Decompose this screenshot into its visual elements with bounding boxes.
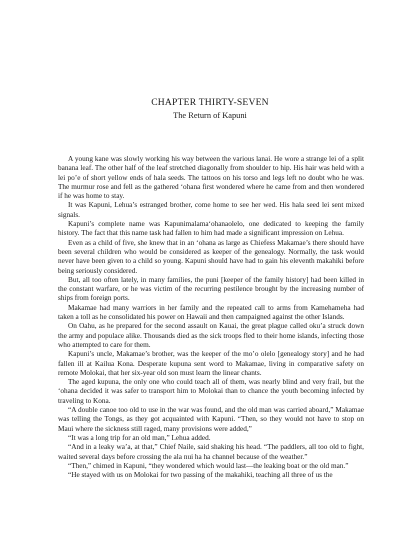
paragraph: Kapuni’s complete name was Kapunimalama‘ohanaolelo, one dedicated to keeping the family history. The fact that this name task had fallen to him had made a significant impression on Lehua. — [58, 220, 364, 238]
paragraph: “And in a leaky wa’a, at that,” Chief Naile, said shaking his head. “The paddlers, all too old to fight, waited several days before crossing the ala nui ha ha channel because of the weather.” — [58, 443, 364, 461]
chapter-title: CHAPTER THIRTY-SEVEN — [151, 97, 269, 108]
paragraph: It was Kapuni, Lehua’s estranged brother, come home to see her wed. His hala seed lei sent mixed signals. — [58, 201, 364, 219]
paragraph: On Oahu, as he prepared for the second assault on Kauai, the great plague called oku’a struck down the army and populace alike. Thousands died as the sick troops fled to their home islands, infecting those who attempted to care for them. — [58, 322, 364, 349]
chapter-subtitle: The Return of Kapuni — [173, 111, 247, 120]
paragraph: “He stayed with us on Molokai for two passing of the makahiki, teaching all three of us the — [68, 471, 333, 480]
paragraph: Even as a child of five, she knew that in an ‘ohana as large as Chiefess Makamae’s there should have been several children who would be considered as keeper of the genealogy. Normally, the task would never have been given to a child so young. Kapuni should have had to gain his eleventh makahiki before being seriously considered. — [58, 238, 364, 275]
paragraph: “It was a long trip for an old man,” Lehua added. — [68, 433, 211, 442]
paragraph: The aged kupuna, the only one who could teach all of them, was nearly blind and very frail, but the ‘ohana decided it was safer to transport him to Molokai than to chance the youth becoming infected by traveling to Kona. — [58, 378, 364, 405]
paragraph: But, all too often lately, in many families, the puni [keeper of the family history] had been killed in the constant warfare, or he was victim of the recurring pestilence brought by the increasing number of ships from foreign ports. — [58, 275, 364, 303]
chapter-body — [58, 155, 364, 480]
paragraph: “Then,” chimed in Kapuni, “they wondered which would last—the leaking boat or the old man.” — [68, 461, 349, 470]
chapter-heading — [0, 97, 420, 121]
paragraph: A young kane was slowly working his way between the various lanai. He wore a strange lei of a split banana leaf. The other half of the leaf stretched diagonally from shoulder to hip. His hair was held with a lei po’e of short yellow ends of hala seeds. The tattoos on his torso and legs left no doubt who he was. The murmur rose and fell as the gathered ‘ohana first wondered where he came from and then wondered if he was home to stay. — [58, 155, 364, 201]
paragraph: “A double canoe too old to use in the war was found, and the old man was carried aboard,” Makamae was telling the Tongs, as they got acquainted with Kapuni. “Then, so they would not have to stop on Maui where the sickness still raged, many provisions were added,” — [58, 406, 364, 433]
paragraph: Makamae had many warriors in her family and the repeated call to arms from Kamehameha had taken a toll as he consolidated his power on Hawaii and then campaigned against the other Islands. — [58, 303, 364, 322]
paragraph: Kapuni’s uncle, Makamae’s brother, was the keeper of the mo’o olelo [genealogy story] and he had fallen ill at Kailua Kona. Desperate kupuna sent word to Makamae, living in comparative safety on remote Molokai, that her six-year old son must learn the linear chants. — [58, 350, 364, 377]
